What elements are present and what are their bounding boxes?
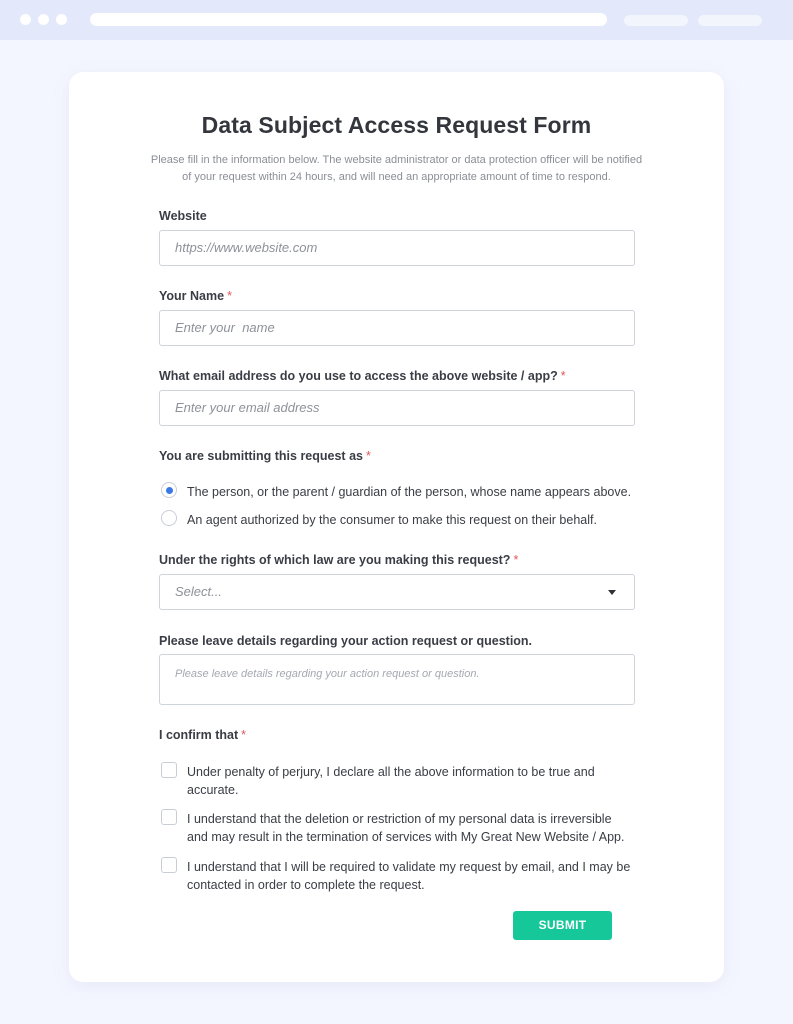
required-star: * [513, 553, 519, 567]
window-dot [56, 14, 67, 25]
name-label [159, 289, 232, 303]
radio-option-label: An agent authorized by the consumer to make this request on their behalf. [187, 513, 597, 527]
required-star: * [560, 369, 566, 383]
website-label-text: Website [159, 209, 207, 223]
form-title: Data Subject Access Request Form [201, 112, 592, 138]
checkbox-label-line: contacted in order to complete the request. [187, 878, 425, 892]
checkbox-label [187, 858, 630, 894]
confirm-label-text: I confirm that [159, 728, 239, 742]
website-placeholder: https://www.website.com [175, 240, 318, 255]
law-select-value: Select... [175, 584, 222, 599]
browser-toolbar [0, 0, 793, 40]
email-label-text: What email address do you use to access the above website / app? [159, 369, 558, 383]
radio-button-selected[interactable] [161, 482, 177, 498]
form-card [69, 72, 724, 982]
required-star: * [241, 728, 247, 742]
details-textarea[interactable] [159, 654, 635, 705]
checkbox-label-line: I understand that I will be required to validate my request by email, and I may be [187, 860, 631, 874]
checkbox[interactable] [161, 857, 177, 873]
checkbox-label [187, 763, 595, 799]
name-label-text: Your Name [159, 289, 225, 303]
details-label [159, 634, 532, 648]
email-label [159, 369, 566, 383]
required-star: * [365, 449, 371, 463]
form-intro: Please fill in the information below. The website administrator or data protection officer will be notified of your request within 24 hours, and will need an appropriate amount of time to respond. [150, 154, 643, 183]
checkbox-label-line: I understand that the deletion or restriction of my personal data is irreversible [187, 812, 612, 826]
checkbox-label [187, 810, 624, 846]
name-input[interactable] [159, 310, 635, 346]
required-star: * [227, 289, 232, 303]
name-placeholder: Enter your name [175, 320, 275, 335]
email-input[interactable] [159, 390, 635, 426]
checkbox-label-line: accurate. [187, 783, 239, 797]
details-label-text: Please leave details regarding your action request or question. [159, 634, 533, 648]
checkbox[interactable] [161, 762, 177, 778]
window-dot [38, 14, 49, 25]
toolbar-pill [698, 15, 762, 26]
chevron-down-icon[interactable] [608, 590, 616, 595]
website-input[interactable] [159, 230, 635, 266]
toolbar-pill [624, 15, 688, 26]
checkbox[interactable] [161, 809, 177, 825]
submitting-as-label-text: You are submitting this request as [159, 449, 363, 463]
law-label [159, 553, 518, 567]
email-placeholder: Enter your email address [175, 400, 320, 415]
law-label-text: Under the rights of which law are you making this request? [159, 553, 511, 567]
submit-button[interactable]: SUBMIT [513, 911, 612, 940]
checkbox-label-line: and may result in the termination of services with My Great New Website / App. [187, 830, 625, 844]
confirm-label [159, 728, 246, 742]
radio-button[interactable] [161, 510, 177, 526]
window-dot [20, 14, 31, 25]
website-label [159, 209, 207, 223]
law-select[interactable] [159, 574, 635, 610]
radio-option-label: The person, or the parent / guardian of the person, whose name appears above. [187, 485, 632, 499]
checkbox-label-line: Under penalty of perjury, I declare all the above information to be true and [187, 765, 595, 779]
submitting-as-label [159, 449, 371, 463]
details-placeholder: Please leave details regarding your action request or question. [175, 668, 480, 680]
address-bar[interactable] [90, 13, 607, 26]
